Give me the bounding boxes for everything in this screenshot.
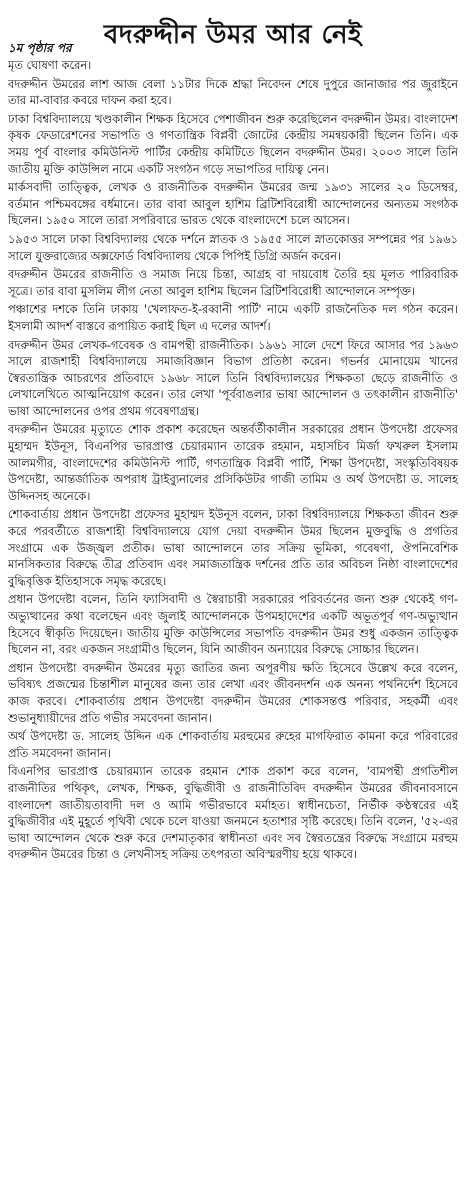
paragraph: ১৯৫৩ সালে ঢাকা বিশ্ববিদ্যালয় থেকে দর্শনে স্নাতক ও ১৯৫৫ সালে স্নাতকোত্তর সম্পন্নের পর ১৯৬১ সালে যুক্তরাজ্যের অক্সফোর্ড বিশ্ববিদ্যালয় থেকে পিপিই ডিগ্রি অর্জন করেন। — [8, 231, 458, 263]
paragraph: বদরুদ্দীন উমর লেখক-গবেষক ও বামপন্থী রাজনীতিক। ১৯৬১ সালে দেশে ফিরে আসার পর ১৯৬৩ সালে রাজশাহী বিশ্ববিদ্যালয়ে সমাজবিজ্ঞান বিভাগ প্রতিষ্ঠা করেন। গভর্নর মোনায়েম খানের স্বৈরতান্ত্রিক আচরণের প্রতিবাদে ১৯৬৮ সালে তিনি বিশ্ববিদ্যালয়ের শিক্ষকতা ছেড়ে রাজনীতি ও লেখালেখিতে আত্মনিয়োগ করেন। তার লেখা 'পূর্ববাঙলার ভাষা আন্দোলন ও তৎকালীন রাজনীতি' ভাষা আন্দোলনের ওপর প্রথম গবেষণাগ্রন্থ। — [8, 337, 458, 418]
paragraph: শোকবার্তায় প্রধান উপদেষ্টা প্রফেসর মুহাম্মদ ইউনূস বলেন, ঢাকা বিশ্ববিদ্যালয়ে শিক্ষকতা জীবন শুরু করে পরবর্তীতে রাজশাহী বিশ্ববিদ্যালয়ে যোগ দেয়া বদরুদ্দীন উমর ছিলেন মুক্তবুদ্ধি ও প্রগতির সংগ্রামে এক উজ্জ্বল প্রতীক। ভাষা আন্দোলনে তার সক্রিয় ভূমিকা, গবেষণা, ঔপনিবেশিক মানসিকতার বিরুদ্ধে তীব্র প্রতিবাদ এবং সমাজতান্ত্রিক দর্শনের প্রতি তার অবিচল নিষ্ঠা বাংলাদেশের বুদ্ধিবৃত্তিক ইতিহাসকে সমৃদ্ধ করেছে। — [8, 507, 458, 588]
headline: বদরুদ্দীন উমর আর নেই — [103, 20, 363, 51]
article-body — [8, 40, 458, 1178]
paragraph: ঢাকা বিশ্ববিদ্যালয়ে খণ্ডকালীন শিক্ষক হিসেবে পেশাজীবন শুরু করেছিলেন বদরুদ্দীন উমর। বাংলাদেশ কৃষক ফেডারেশনের সভাপতি ও গণতান্ত্রিক বিপ্লবী জোটের কেন্দ্রীয় সমন্বয়কারী ছিলেন তিনি। এক সময় পূর্ব বাংলার কমিউনিস্ট পার্টির কেন্দ্রীয় কমিটিতে ছিলেন বদরুদ্দীন উমর। ২০০৩ সালে তিনি জাতীয় মুক্তি কাউন্সিল নামে একটি সংগঠন গড়ে সভাপতির দায়িত্ব নেন। — [8, 111, 458, 176]
paragraph: বদরুদ্দীন উমরের মৃত্যুতে শোক প্রকাশ করেছেন অন্তর্বর্তীকালীন সরকারের প্রধান উপদেষ্টা প্রফেসর মুহাম্মদ ইউনূস, বিএনপির ভারপ্রাপ্ত চেয়ারম্যান তারেক রহমান, মহাসচিব মির্জা ফখরুল ইসলাম আলমগীর, বাংলাদেশের কমিউনিস্ট পার্টি, গণতান্ত্রিক বিপ্লবী পার্টি, শিক্ষা উপদেষ্টা, সংস্কৃতিবিষয়ক উপদেষ্টা, আন্তর্জাতিক অপরাধ ট্রাইব্যুনালের প্রসিকিউটর গাজী তামিম ও অর্থ উপদেষ্টা ড. সালেহ উদ্দিনসহ অনেকে। — [8, 422, 458, 503]
paragraph: পঞ্চাশের দশকে তিনি ঢাকায় 'খেলাফত-ই-রব্বানী পার্টি' নামে একটি রাজনৈতিক দল গঠন করেন। ইসলামী আদর্শ বাস্তবে রূপায়িত করাই ছিল এ দলের আদর্শ। — [8, 302, 458, 333]
continued-from-page-label: ১ম পৃষ্ঠার পর — [8, 41, 72, 55]
paragraph: মৃত ঘোষণা করেন। — [8, 58, 92, 72]
paragraph: প্রধান উপদেষ্টা বলেন, তিনি ফ্যাসিবাদী ও স্বৈরাচারী সরকারের পরিবর্তনের জন্য শুরু থেকেই গণ-অভ্যুত্থানের কথা বলেছেন এবং জুলাই আন্দোলনকে উপমহাদেশের একটি অভূতপূর্ব গণ-অভ্যুত্থান হিসেবে স্বীকৃতি দিয়েছেন। জাতীয় মুক্তি কাউন্সিলের সভাপতি বদরুদ্দীন উমর শুধু একজন তাত্ত্বিক ছিলেন না, বরং একজন সংগ্রামীও ছিলেন, যিনি আজীবন অন্যায়ের বিরুদ্ধে সোচ্চার ছিলেন। — [8, 592, 458, 657]
paragraph: প্রধান উপদেষ্টা বদরুদ্দীন উমরের মৃত্যু জাতির জন্য অপূরণীয় ক্ষতি হিসেবে উল্লেখ করে বলেন, ভবিষ্যৎ প্রজন্মের চিন্তাশীল মানুষের জন্য তার লেখা এবং জীবনদর্শন এক অনন্য পথনির্দেশ হিসেবে কাজ করবে। শোকবার্তায় প্রধান উপদেষ্টা বদরুদ্দীন উমরের শোকসন্তপ্ত পরিবার, সহকর্মী এবং শুভানুধ্যায়ীদের প্রতি গভীর সমবেদনা জানান। — [8, 660, 458, 725]
paragraph: বদরুদ্দীন উমরের লাশ আজ বেলা ১১টার দিকে শ্রদ্ধা নিবেদন শেষে দুপুরে জানাজার পর জুরাইনে তার মা-বাবার কবরে দাফন করা হবে। — [8, 76, 458, 108]
paragraph: মার্কসবাদী তাত্ত্বিক, লেখক ও রাজনীতিক বদরুদ্দীন উমরের জন্ম ১৯৩১ সালের ২০ ডিসেম্বর, বর্তমান পশ্চিমবঙ্গের বর্ধমানে। তার বাবা আবুল হাশিম ব্রিটিশবিরোধী আন্দোলনের অন্যতম সংগঠক ছিলেন। ১৯৫০ সালে তারা সপরিবারে ভারত থেকে বাংলাদেশে চলে আসেন। — [8, 180, 458, 228]
paragraph: বদরুদ্দীন উমরের রাজনীতি ও সমাজ নিয়ে চিন্তা, আগ্রহ বা দায়বোধ তৈরি হয় মূলত পারিবারিক সূত্রে। তার বাবা মুসলিম লীগ নেতা আবুল হাশিম ছিলেন ব্রিটিশবিরোধী আন্দোলনে সম্পৃক্ত। — [8, 267, 458, 298]
paragraph: বিএনপির ভারপ্রাপ্ত চেয়ারম্যান তারেক রহমান শোক প্রকাশ করে বলেন, 'বামপন্থী প্রগতিশীল রাজনীতির পথিকৃৎ, লেখক, শিক্ষক, বুদ্ধিজীবী ও রাজনীতিবিদ বদরুদ্দীন উমরের জীবনাবসানে বাংলাদেশ জাতীয়তাবাদী দল ও আমি গভীরভাবে মর্মাহত। স্বাধীনচেতা, নির্ভীক কণ্ঠস্বরের এই বুদ্ধিজীবীর এই মুহূর্তে পৃথিবী থেকে চলে যাওয়া জনমনে হতাশার সৃষ্টি করেছে। তিনি বলেন, '৫২-এর ভাষা আন্দোলন থেকে শুরু করে দেশমাতৃকার স্বাধীনতা এবং সব স্বৈরতন্ত্রের বিরুদ্ধে সংগ্রামে মরহুম বদরুদ্দীন উমরের চিন্তা ও লেখনীসহ সক্রিয় তৎপরতা অবিস্মরণীয় হয়ে থাকবে। — [8, 764, 458, 862]
paragraph: অর্থ উপদেষ্টা ড. সালেহ উদ্দিন এক শোকবার্তায় মরহুমের রুহের মাগফিরাত কামনা করে পরিবারের প্রতি সমবেদনা জানান। — [8, 729, 458, 760]
